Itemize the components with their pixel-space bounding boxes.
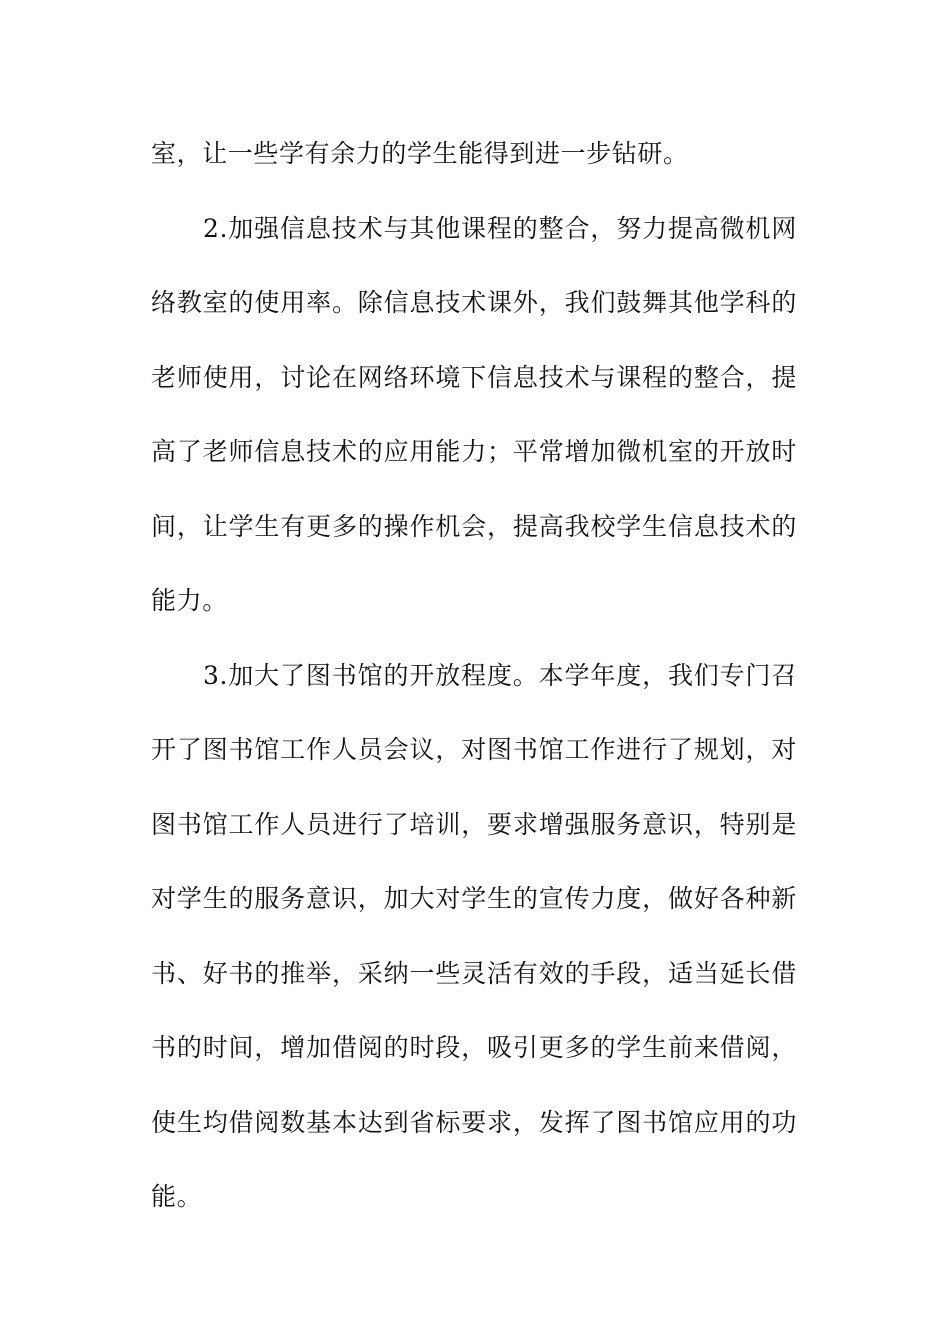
text-line: 老师使用，讨论在网络环境下信息技术与课程的整合，提: [151, 362, 797, 392]
text-line: 书、好书的推举，采纳一些灵活有效的手段，适当延长借: [151, 958, 797, 988]
text-line: 图书馆工作人员进行了培训，要求增强服务意识，特别是: [151, 809, 797, 839]
text-line: 3.加大了图书馆的开放程度。本学年度，我们专门召: [203, 660, 797, 690]
text-line: 间，让学生有更多的操作机会，提高我校学生信息技术的: [151, 511, 797, 541]
text-line: 使生均借阅数基本达到省标要求，发挥了图书馆应用的功: [151, 1107, 797, 1137]
text-line: 室，让一些学有余力的学生能得到进一步钻研。: [151, 139, 689, 168]
text-line: 能。: [151, 1182, 203, 1211]
text-line: 对学生的服务意识，加大对学生的宣传力度，做好各种新: [151, 884, 797, 913]
text-line: 开了图书馆工作人员会议，对图书馆工作进行了规划，对: [151, 735, 797, 764]
text-line: 2.加强信息技术与其他课程的整合，努力提高微机网: [203, 213, 797, 243]
text-line: 能力。: [151, 586, 228, 615]
text-line: 高了老师信息技术的应用能力；平常增加微机室的开放时: [151, 437, 797, 466]
text-line: 络教室的使用率。除信息技术课外，我们鼓舞其他学科的: [151, 288, 797, 317]
text-line: 书的时间，增加借阅的时段，吸引更多的学生前来借阅，: [151, 1033, 797, 1062]
document-body: [151, 124, 797, 1242]
